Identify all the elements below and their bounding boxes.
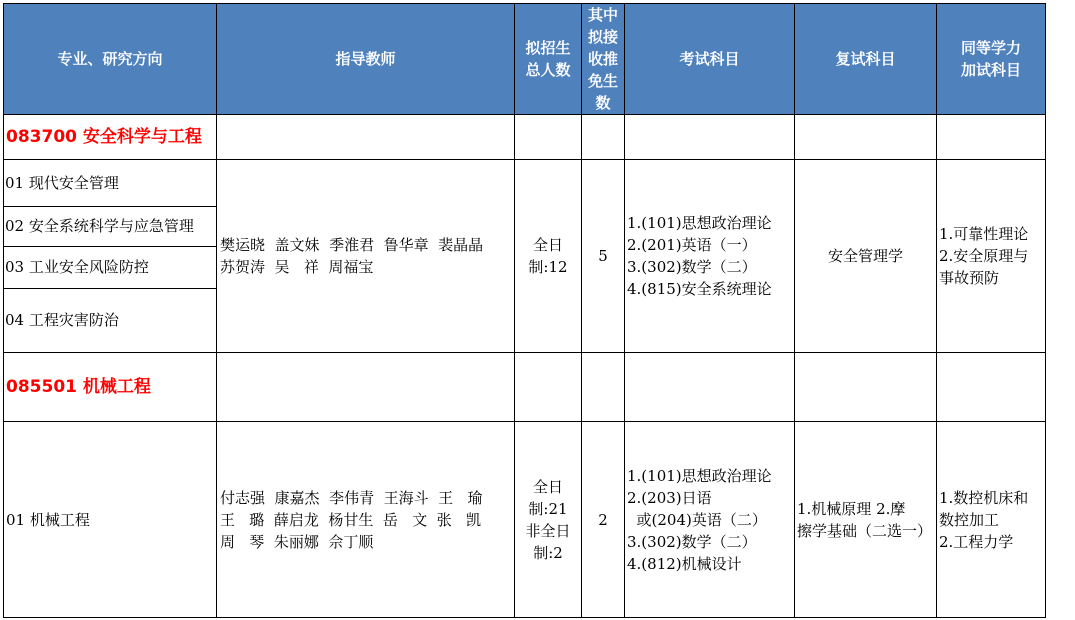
exempt-count: 5 [582,160,625,353]
major-row [4,353,1046,422]
header-teacher: 指导教师 [217,4,515,115]
major-detail-row [4,422,1046,618]
exam-subjects: 1.(101)思想政治理论 2.(203)日语 或(204)英语（二） 3.(302)数学（二） 4.(812)机械设计 [625,422,795,618]
direction-list [4,160,217,353]
header-total-enroll: 拟招生 总人数 [515,4,582,115]
retest-subject: 安全管理学 [795,160,937,353]
direction-item: 03 工业安全风险防控 [4,246,216,288]
major-title: 085501 机械工程 [4,353,217,422]
major-title: 083700 安全科学与工程 [4,115,217,160]
major-row [4,115,1046,160]
teacher-list: 樊运晓 盖文妹 季淮君 鲁华章 裴晶晶 苏贺涛 吴 祥 周福宝 [217,160,515,353]
total-enroll: 全日 制:12 [515,160,582,353]
exam-subjects: 1.(101)思想政治理论 2.(201)英语（一） 3.(302)数学（二） 4.(815)安全系统理论 [625,160,795,353]
header-row [4,4,1046,115]
teacher-list: 付志强 康嘉杰 李伟青 王海斗 王 瑜 王 璐 薛启龙 杨甘生 岳 文 张 凯 周 琴 朱丽娜 佘丁顺 [217,422,515,618]
major-detail-row [4,160,1046,353]
admissions-table [3,3,1046,618]
retest-subject: 1.机械原理 2.摩 擦学基础（二选一） [795,422,937,618]
exempt-count: 2 [582,422,625,618]
direction-item: 01 现代安全管理 [4,160,216,206]
total-enroll: 全日 制:21 非全日 制:2 [515,422,582,618]
header-exam: 考试科目 [625,4,795,115]
extra-subjects: 1.数控机床和 数控加工 2.工程力学 [937,422,1046,618]
direction-item: 01 机械工程 [4,422,217,618]
direction-item: 02 安全系统科学与应急管理 [4,206,216,246]
header-retest: 复试科目 [795,4,937,115]
direction-item: 04 工程灾害防治 [5,311,119,330]
header-major: 专业、研究方向 [4,4,217,115]
extra-subjects: 1.可靠性理论 2.安全原理与 事故预防 [937,160,1046,353]
header-exempt: 其中 拟接 收推 免生 数 [582,4,625,115]
header-extra: 同等学力 加试科目 [937,4,1046,115]
